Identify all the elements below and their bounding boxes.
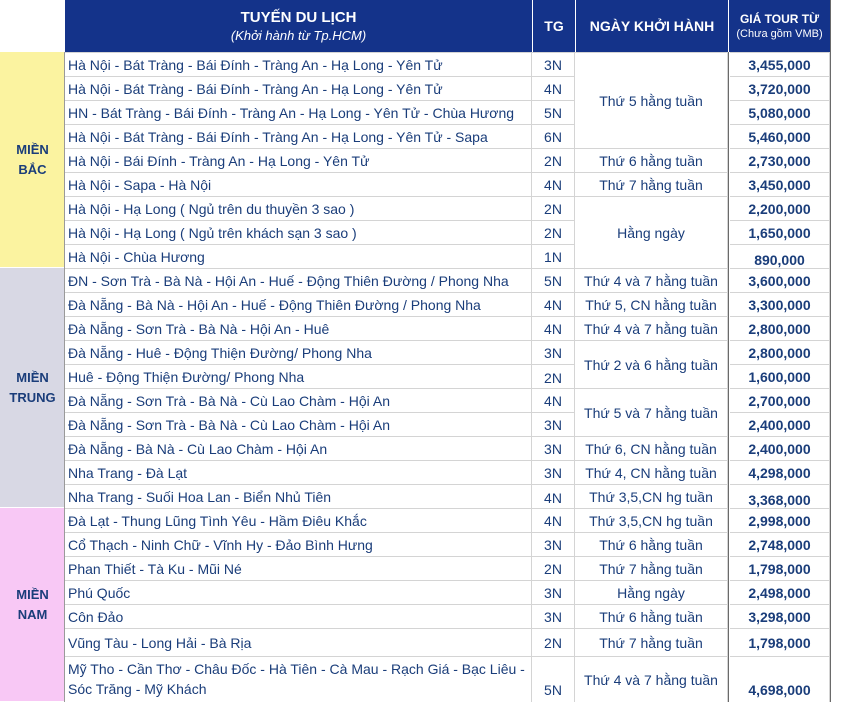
table-row-route: HN - Bát Tràng - Bái Đính - Tràng An - Hạ Long - Yên Tử - Chùa Hương bbox=[65, 100, 532, 124]
table-cell-price: 3,720,000 bbox=[730, 76, 830, 100]
table-cell-price: 2,748,000 bbox=[730, 532, 830, 556]
table-row-route: Phan Thiết - Tà Ku - Mũi Né bbox=[65, 556, 532, 580]
table-cell-price: 2,730,000 bbox=[730, 148, 830, 172]
table-cell-tg: 3N bbox=[532, 604, 575, 628]
table-cell-price: 3,298,000 bbox=[730, 604, 830, 628]
table-row-route: Hà Nội - Chùa Hương bbox=[65, 244, 532, 268]
table-cell-tg: 4N bbox=[532, 388, 575, 412]
table-cell-price: 1,798,000 bbox=[730, 628, 830, 656]
table-cell-tg: 4N bbox=[532, 172, 575, 196]
table-cell-tg: 4N bbox=[532, 484, 575, 508]
table-row-route: Huê - Động Thiện Đường/ Phong Nha bbox=[65, 364, 532, 388]
region-mien-bac: MIỀN BẮC bbox=[0, 52, 65, 268]
table-cell-departure: Hằng ngày bbox=[575, 196, 728, 268]
header-price: GIÁ TOUR TỪ (Chưa gồm VMB) bbox=[728, 0, 830, 52]
table-cell-tg: 2N bbox=[532, 628, 575, 656]
table-cell-departure: Thứ 6 hằng tuần bbox=[575, 532, 728, 556]
table-row-route: Đà Nẵng - Bà Nà - Cù Lao Chàm - Hội An bbox=[65, 436, 532, 460]
table-cell-price: 2,400,000 bbox=[730, 436, 830, 460]
divider bbox=[64, 52, 65, 702]
table-cell-tg: 5N bbox=[532, 656, 575, 702]
table-cell-tg: 2N bbox=[532, 148, 575, 172]
table-cell-price: 3,600,000 bbox=[730, 268, 830, 292]
table-cell-tg: 5N bbox=[532, 268, 575, 292]
table-cell-tg: 5N bbox=[532, 100, 575, 124]
table-cell-price: 3,300,000 bbox=[730, 292, 830, 316]
table-cell-tg: 3N bbox=[532, 580, 575, 604]
table-cell-tg: 2N bbox=[532, 196, 575, 220]
table-cell-tg: 4N bbox=[532, 76, 575, 100]
table-cell-departure: Thứ 4 và 7 hằng tuần bbox=[575, 268, 728, 292]
table-cell-tg: 3N bbox=[532, 436, 575, 460]
table-cell-departure: Thứ 7 hằng tuần bbox=[575, 556, 728, 580]
header-tg: TG bbox=[532, 0, 575, 52]
table-row-route: Hà Nội - Hạ Long ( Ngủ trên du thuyền 3 sao ) bbox=[65, 196, 532, 220]
table-row-route: Hà Nội - Bát Tràng - Bái Đính - Tràng An - Hạ Long - Yên Tử bbox=[65, 52, 532, 76]
table-cell-price: 3,450,000 bbox=[730, 172, 830, 196]
table-cell-departure: Thứ 3,5,CN hg tuần bbox=[575, 508, 728, 532]
table-cell-price: 2,200,000 bbox=[730, 196, 830, 220]
table-row-route: Nha Trang - Suối Hoa Lan - Biển Nhủ Tiên bbox=[65, 484, 532, 508]
table-cell-departure: Thứ 2 và 6 hằng tuần bbox=[575, 340, 728, 388]
divider bbox=[830, 0, 831, 702]
table-cell-tg: 1N bbox=[532, 244, 575, 268]
table-cell-price: 2,700,000 bbox=[730, 388, 830, 412]
table-row-route: Vũng Tàu - Long Hải - Bà Rịa bbox=[65, 628, 532, 656]
table-cell-tg: 4N bbox=[532, 508, 575, 532]
table-cell-price: 3,368,000 bbox=[730, 484, 830, 508]
header-subtitle: (Khởi hành từ Tp.HCM) bbox=[230, 28, 367, 43]
table-cell-departure: Thứ 5 hằng tuần bbox=[575, 52, 728, 148]
table-row-route: Đà Nẵng - Huê - Động Thiện Đường/ Phong Nha bbox=[65, 340, 532, 364]
table-cell-departure: Thứ 4 và 7 hằng tuần bbox=[575, 316, 728, 340]
table-cell-price: 2,498,000 bbox=[730, 580, 830, 604]
table-cell-price: 890,000 bbox=[730, 244, 830, 268]
table-cell-price: 4,298,000 bbox=[730, 460, 830, 484]
table-cell-departure: Thứ 4, CN hằng tuần bbox=[575, 460, 728, 484]
table-cell-tg: 3N bbox=[532, 52, 575, 76]
table-cell-price: 1,650,000 bbox=[730, 220, 830, 244]
table-cell-departure: Thứ 6 hằng tuần bbox=[575, 604, 728, 628]
table-cell-price: 2,400,000 bbox=[730, 412, 830, 436]
table-cell-tg: 2N bbox=[532, 364, 575, 388]
table-cell-tg: 4N bbox=[532, 316, 575, 340]
table-row-route: Mỹ Tho - Cần Thơ - Châu Đốc - Hà Tiên - Cà Mau - Rạch Giá - Bạc Liêu - Sóc Trăng - Mỹ Khách bbox=[65, 656, 532, 702]
table-row-route: Đà Nẵng - Sơn Trà - Bà Nà - Cù Lao Chàm - Hội An bbox=[65, 412, 532, 436]
header-ngay: NGÀY KHỞI HÀNH bbox=[575, 0, 728, 52]
header-route bbox=[65, 0, 532, 52]
table-cell-tg: 3N bbox=[532, 412, 575, 436]
table-cell-price: 1,798,000 bbox=[730, 556, 830, 580]
table-cell-price: 5,080,000 bbox=[730, 100, 830, 124]
table-row-route: Hà Nội - Hạ Long ( Ngủ trên khách sạn 3 sao ) bbox=[65, 220, 532, 244]
table-cell-tg: 6N bbox=[532, 124, 575, 148]
table-row-route: Hà Nội - Bát Tràng - Bái Đính - Tràng An - Hạ Long - Yên Tử bbox=[65, 76, 532, 100]
table-cell-tg: 3N bbox=[532, 340, 575, 364]
table-row-route: Nha Trang - Đà Lạt bbox=[65, 460, 532, 484]
table-cell-tg: 3N bbox=[532, 460, 575, 484]
table-cell-price: 3,455,000 bbox=[730, 52, 830, 76]
table-cell-tg: 4N bbox=[532, 292, 575, 316]
divider bbox=[728, 52, 729, 702]
table-cell-tg: 2N bbox=[532, 556, 575, 580]
table-cell-tg: 2N bbox=[532, 220, 575, 244]
header-title: TUYẾN DU LỊCH bbox=[240, 9, 357, 26]
table-cell-price: 2,800,000 bbox=[730, 316, 830, 340]
table-cell-departure: Thứ 7 hằng tuần bbox=[575, 628, 728, 656]
table-cell-price: 5,460,000 bbox=[730, 124, 830, 148]
table-cell-departure: Thứ 7 hằng tuần bbox=[575, 172, 728, 196]
table-cell-price: 2,998,000 bbox=[730, 508, 830, 532]
table-row-route: Đà Lạt - Thung Lũng Tình Yêu - Hầm Điêu Khắc bbox=[65, 508, 532, 532]
table-cell-departure: Hằng ngày bbox=[575, 580, 728, 604]
table-cell-price: 1,600,000 bbox=[730, 364, 830, 388]
table-cell-tg: 3N bbox=[532, 532, 575, 556]
table-row-route: Hà Nội - Bái Đính - Tràng An - Hạ Long - Yên Tử bbox=[65, 148, 532, 172]
table-cell-departure: Thứ 5, CN hằng tuần bbox=[575, 292, 728, 316]
region-mien-nam: MIỀN NAM bbox=[0, 508, 65, 702]
table-cell-departure: Thứ 5 và 7 hằng tuần bbox=[575, 388, 728, 436]
table-row-route: Cổ Thạch - Ninh Chữ - Vĩnh Hy - Đảo Bình Hưng bbox=[65, 532, 532, 556]
table-cell-price: 2,800,000 bbox=[730, 340, 830, 364]
table-cell-departure: Thứ 4 và 7 hằng tuần bbox=[575, 656, 728, 702]
table-row-route: Hà Nội - Sapa - Hà Nội bbox=[65, 172, 532, 196]
table-row-route: ĐN - Sơn Trà - Bà Nà - Hội An - Huế - Động Thiên Đường / Phong Nha bbox=[65, 268, 532, 292]
table-cell-departure: Thứ 6 hằng tuần bbox=[575, 148, 728, 172]
region-mien-trung: MIỀN TRUNG bbox=[0, 268, 65, 508]
table-cell-departure: Thứ 6, CN hằng tuần bbox=[575, 436, 728, 460]
table-row-route: Đà Nẵng - Sơn Trà - Bà Nà - Hội An - Huê bbox=[65, 316, 532, 340]
table-row-route: Phú Quốc bbox=[65, 580, 532, 604]
table-row-route: Đà Nẵng - Sơn Trà - Bà Nà - Cù Lao Chàm - Hội An bbox=[65, 388, 532, 412]
table-row-route: Côn Đảo bbox=[65, 604, 532, 628]
table-row-route: Đà Nẵng - Bà Nà - Hội An - Huế - Động Thiên Đường / Phong Nha bbox=[65, 292, 532, 316]
table-cell-departure: Thứ 3,5,CN hg tuần bbox=[575, 484, 728, 508]
table-cell-price: 4,698,000 bbox=[730, 656, 830, 702]
table-row-route: Hà Nội - Bát Tràng - Bái Đính - Tràng An - Hạ Long - Yên Tử - Sapa bbox=[65, 124, 532, 148]
